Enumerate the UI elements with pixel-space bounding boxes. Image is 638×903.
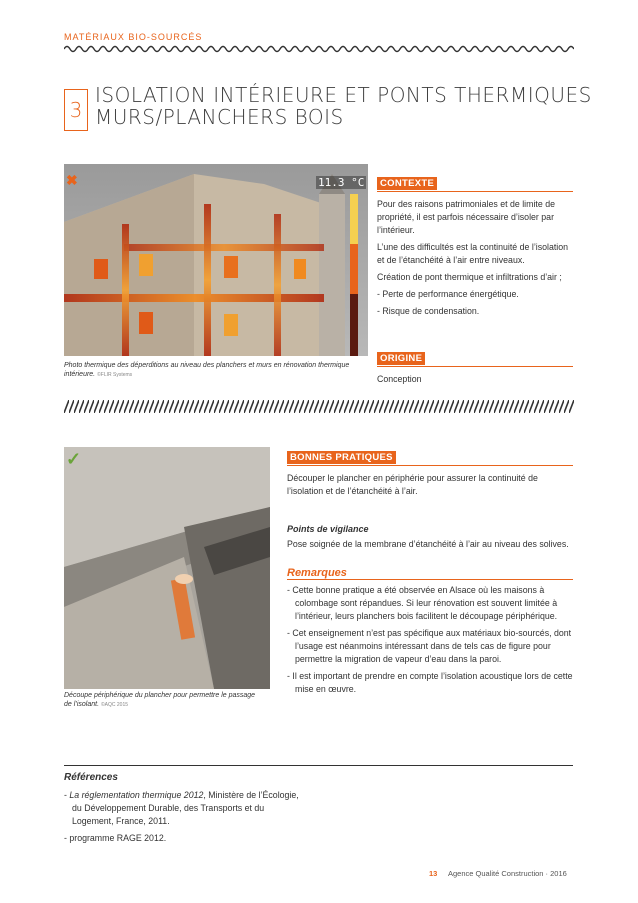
footer-publisher: Agence Qualité Construction · 2016 [448, 869, 567, 878]
label-underline [287, 465, 573, 466]
contexte-label: CONTEXTE [377, 177, 437, 190]
chapter-number: 3 [64, 89, 88, 131]
bonnes-pratiques-text: Découper le plancher en périphérie pour assurer la continuité de l’isolation et de l’étanchéité à l’air. [287, 473, 538, 496]
bonnes-pratiques-section [287, 447, 573, 700]
remarque-item: - Il est important de prendre en compte l’isolation acoustique lors de cette mise en œuvre. [287, 671, 573, 694]
vigilance-text: Pose soignée de la membrane d’étanchéité à l’air au niveau des solives. [287, 539, 569, 549]
reference-item: - programme RAGE 2012. [64, 833, 167, 843]
origine-value: Conception [377, 374, 422, 384]
bonnes-pratiques-label: BONNES PRATIQUES [287, 451, 396, 464]
zigzag-divider [64, 44, 574, 54]
label-underline [377, 366, 573, 367]
contexte-paragraph: L’une des difficultés est la continuité de l’isolation et de l’étanchéité à l’air entre niveaux. [377, 242, 569, 265]
references-rule [64, 765, 573, 766]
reference-title: La réglementation thermique 2012 [69, 790, 204, 800]
vigilance-heading: Points de vigilance [287, 524, 369, 534]
contexte-paragraph: - Perte de performance énergétique. [377, 289, 519, 299]
remarques-heading: Remarques [287, 567, 347, 579]
photo-caption-2 [64, 691, 264, 710]
reference-item: - La réglementation thermique 2012, Ministère de l’Écologie, du Développement Durable, des Transports et du Logement, France, 2011. - programme RAGE 2012. [64, 789, 304, 845]
caption-text: Photo thermique des déperditions au niveau des planchers et murs en rénovation thermique intérieure. [64, 362, 350, 378]
thermal-photo [64, 164, 368, 356]
contexte-text [377, 198, 573, 318]
remarque-item: - Cet enseignement n’est pas spécifique aux matériaux bio-sourcés, dont l’usage est néanmoins intéressant dans de tels cas de figure pour permettre la migration de vapeur d’eau dans la paroi. [287, 628, 572, 664]
cross-icon: ✖ [66, 172, 78, 188]
contexte-paragraph: Création de pont thermique et infiltrations d’air ; [377, 272, 562, 282]
caption-text: Découpe périphérique du plancher pour permettre le passage de l’isolant. [64, 692, 256, 708]
page-number: 13 [429, 869, 438, 878]
photo-caption-1 [64, 361, 354, 380]
photo-credit: ©FLIR Systems [97, 372, 133, 378]
photo-credit: ©AQC 2015 [100, 702, 129, 708]
references-heading: Références [64, 772, 118, 783]
contexte-paragraph: - Risque de condensation. [377, 306, 480, 316]
origine-label: ORIGINE [377, 352, 425, 365]
section-tag: MATÉRIAUX BIO-SOURCÉS [64, 32, 203, 42]
hatched-divider [64, 400, 574, 413]
title-line-1: ISOLATION INTÉRIEURE ET PONTS THERMIQUES [95, 83, 592, 107]
title-line-2: MURS/PLANCHERS BOIS [95, 105, 344, 129]
temperature-readout: 11.3 °C [318, 176, 365, 189]
label-underline [377, 191, 573, 192]
check-icon: ✓ [66, 449, 82, 469]
contexte-paragraph: Pour des raisons patrimoniales et de limite de propriété, il est parfois nécessaire d’isoler par l’intérieur. [377, 199, 555, 235]
origine-section [377, 348, 573, 386]
remarques-list [287, 584, 573, 696]
reference-rest: , Ministère de l’Écologie, du Développement Durable, des Transports et du Logement, France, 2011. [72, 790, 299, 826]
contexte-section [377, 173, 573, 322]
page-title [95, 84, 592, 128]
references-section [64, 772, 304, 849]
label-underline [287, 579, 573, 580]
remarque-item: - Cette bonne pratique a été observée en Alsace où les maisons à colombage sont répandues. Si leur rénovation est souvent limitée à l’intérieur, leurs planchers bois facilitent le découpage périphérique. [287, 585, 558, 621]
floor-cut-photo [64, 447, 270, 689]
